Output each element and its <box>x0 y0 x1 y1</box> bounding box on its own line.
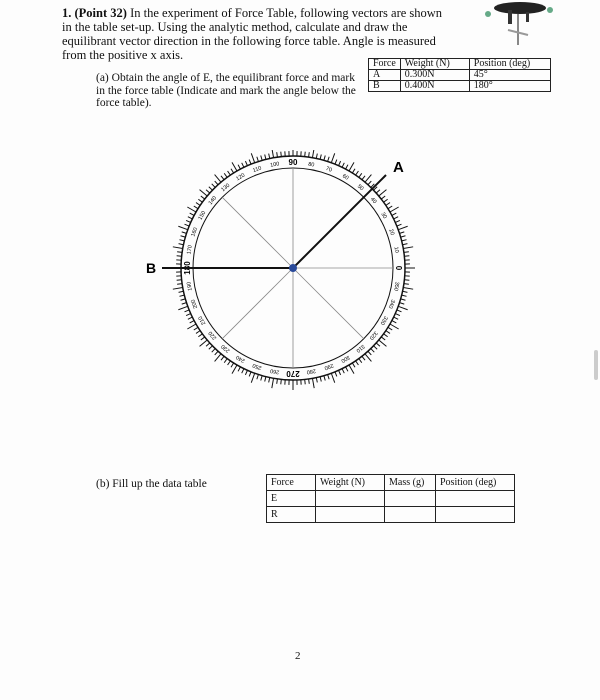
tick-mark <box>231 363 234 367</box>
tick-mark <box>182 232 187 234</box>
tick-mark <box>400 303 405 305</box>
data-table-header-force: Force <box>267 475 316 491</box>
tick-mark <box>401 299 406 300</box>
tick-mark <box>257 157 259 162</box>
tick-mark <box>185 310 190 312</box>
tick-mark <box>190 321 194 323</box>
tick-mark <box>388 206 392 209</box>
tick-mark <box>331 153 334 162</box>
tick-mark <box>404 280 409 281</box>
force-b-weight: 0.400N <box>400 81 469 92</box>
tick-label: 150 <box>197 210 208 222</box>
tick-mark <box>228 361 231 365</box>
tick-mark <box>371 349 374 353</box>
tick-mark <box>261 156 262 161</box>
tick-mark <box>245 370 247 375</box>
force-a-label: A <box>369 70 401 81</box>
tick-mark <box>368 181 371 185</box>
tick-mark <box>324 376 325 381</box>
tick-mark <box>177 252 182 253</box>
tick-label: 30 <box>379 211 388 220</box>
tick-label: 90 <box>288 158 298 168</box>
tick-mark <box>404 256 409 257</box>
tick-mark <box>362 176 365 180</box>
tick-mark <box>320 154 321 159</box>
tick-mark <box>395 314 400 316</box>
tick-mark <box>390 324 399 329</box>
tick-mark <box>384 334 388 337</box>
tick-mark <box>269 154 270 159</box>
tick-label: 320 <box>367 329 379 341</box>
tick-mark <box>400 232 405 234</box>
tick-label: 10 <box>392 246 400 254</box>
tick-mark <box>269 378 270 383</box>
tick-label: 120 <box>235 172 247 183</box>
tick-mark <box>185 224 190 226</box>
tick-label: 20 <box>387 228 396 237</box>
tick-mark <box>376 190 380 193</box>
tick-mark <box>362 356 365 360</box>
tick-mark <box>242 369 244 373</box>
tick-mark <box>272 378 274 388</box>
tick-mark <box>187 324 196 329</box>
tick-mark <box>177 280 182 281</box>
tick-mark <box>179 244 184 245</box>
tick-mark <box>182 303 187 305</box>
tick-mark <box>386 203 390 206</box>
tick-mark <box>221 176 224 180</box>
force-a-weight: 0.300N <box>400 70 469 81</box>
tick-mark <box>186 314 191 316</box>
tick-label: 280 <box>306 367 317 375</box>
tick-label: 60 <box>341 173 350 182</box>
tick-mark <box>352 169 355 173</box>
tick-label: 160 <box>190 226 200 238</box>
tick-label: 170 <box>186 244 194 255</box>
tick-mark <box>403 291 408 292</box>
tick-mark <box>356 361 359 365</box>
tick-mark <box>238 367 240 371</box>
tick-mark <box>403 287 413 289</box>
tick-mark <box>403 247 413 249</box>
row-r-position[interactable] <box>436 507 515 523</box>
tick-mark <box>249 160 251 165</box>
tick-mark <box>374 346 378 349</box>
tick-mark <box>206 190 210 193</box>
row-e-position[interactable] <box>436 491 515 507</box>
tick-mark <box>190 213 194 215</box>
tick-mark <box>212 184 215 188</box>
tick-mark <box>404 284 409 285</box>
force-table-photo-icon <box>480 0 560 55</box>
spoke-line <box>222 197 293 268</box>
center-ring <box>289 264 297 272</box>
data-table-header-position: Position (deg) <box>436 475 515 491</box>
tick-mark <box>394 217 398 219</box>
row-r-weight[interactable] <box>316 507 385 523</box>
tick-mark <box>178 306 187 309</box>
tick-mark <box>201 337 205 340</box>
tick-mark <box>265 154 266 159</box>
tick-mark <box>249 372 251 377</box>
tick-mark <box>335 160 337 165</box>
tick-mark <box>245 161 247 166</box>
tick-label: 210 <box>197 314 208 326</box>
tick-mark <box>390 207 399 212</box>
tick-mark <box>238 165 240 169</box>
tick-mark <box>187 207 196 212</box>
tick-mark <box>181 299 186 300</box>
tick-label: 300 <box>339 353 351 364</box>
tick-mark <box>194 327 198 330</box>
tick-mark <box>309 379 310 384</box>
tick-mark <box>309 152 310 157</box>
tick-mark <box>231 169 234 173</box>
tick-mark <box>188 217 192 219</box>
tick-mark <box>277 152 278 157</box>
tick-label: 70 <box>324 165 333 174</box>
tick-mark <box>215 354 221 362</box>
tick-label: 130 <box>220 182 232 194</box>
tick-mark <box>402 240 407 241</box>
tick-mark <box>368 351 371 355</box>
tick-mark <box>404 252 409 253</box>
tick-mark <box>324 156 325 161</box>
tick-mark <box>365 175 371 183</box>
tick-mark <box>342 163 344 167</box>
tick-mark <box>335 372 337 377</box>
tick-label: 330 <box>378 314 389 326</box>
table-row <box>267 491 515 507</box>
data-table <box>266 474 515 523</box>
tick-label: 200 <box>190 298 200 310</box>
tick-label: 350 <box>392 281 400 292</box>
tick-mark <box>312 150 314 158</box>
tick-mark <box>381 337 385 340</box>
force-a-position: 45° <box>469 70 550 81</box>
label-b: B <box>146 260 157 276</box>
tick-mark <box>359 359 362 363</box>
part-b-text: (b) Fill up the data table <box>96 478 207 490</box>
tick-label: 0 <box>393 265 403 271</box>
label-a: A <box>393 159 404 176</box>
tick-mark <box>272 150 274 158</box>
tick-mark <box>312 378 314 388</box>
tick-label: 140 <box>207 195 219 207</box>
tick-mark <box>349 365 354 374</box>
tick-mark <box>398 226 407 229</box>
row-e-weight[interactable] <box>316 491 385 507</box>
row-r-label: R <box>267 507 316 523</box>
tick-mark <box>261 376 262 381</box>
tick-label: 100 <box>269 161 280 169</box>
tick-mark <box>215 351 218 355</box>
tick-mark <box>242 163 244 167</box>
tick-mark <box>401 236 406 237</box>
tick-label: 240 <box>235 353 247 364</box>
tick-mark <box>316 154 317 159</box>
tick-mark <box>359 173 362 177</box>
tick-mark <box>384 199 388 202</box>
tick-mark <box>188 317 192 319</box>
tick-mark <box>179 295 184 296</box>
tick-mark <box>173 247 183 249</box>
tick-mark <box>328 157 330 162</box>
tick-label: 290 <box>323 361 335 371</box>
spoke-line <box>293 268 364 339</box>
tick-mark <box>196 203 200 206</box>
tick-label: 230 <box>220 342 232 354</box>
tick-mark <box>365 354 371 362</box>
tick-mark <box>331 373 334 382</box>
tick-mark <box>181 236 186 237</box>
force-b-position: 180° <box>469 81 550 92</box>
tick-mark <box>232 162 237 171</box>
tick-mark <box>186 220 191 222</box>
question-points: (Point 32) <box>74 6 127 20</box>
scrollbar[interactable] <box>594 350 598 380</box>
tick-mark <box>221 356 224 360</box>
tick-mark <box>200 340 208 346</box>
force-table <box>368 58 551 92</box>
tick-label: 310 <box>354 342 366 354</box>
tick-mark <box>206 343 210 346</box>
data-table-header-mass: Mass (g) <box>385 475 436 491</box>
tick-mark <box>198 199 202 202</box>
question-body: In the experiment of Force Table, following vectors are shown in the table set-up. Using the analytic method, calculate and draw the equilibrant vector direction in the following force table. Angle is measured from the positive x axis. <box>62 6 443 62</box>
spoke-line <box>222 268 293 339</box>
tick-label: 190 <box>186 281 194 292</box>
tick-mark <box>194 206 198 209</box>
tick-mark <box>215 181 218 185</box>
tick-mark <box>392 321 396 323</box>
data-table-header-weight: Weight (N) <box>316 475 385 491</box>
tick-mark <box>177 284 182 285</box>
tick-label: 40 <box>368 196 378 206</box>
table-row <box>267 507 515 523</box>
tick-mark <box>339 370 341 375</box>
tick-mark <box>305 152 306 157</box>
question-number: 1. <box>62 6 72 20</box>
tick-mark <box>215 175 221 183</box>
tick-mark <box>346 367 348 371</box>
tick-mark <box>281 152 282 157</box>
tick-mark <box>349 162 354 171</box>
tick-mark <box>388 327 392 330</box>
tick-mark <box>397 224 402 226</box>
tick-label: 180 <box>183 261 193 275</box>
tick-mark <box>339 161 341 166</box>
row-e-label: E <box>267 491 316 507</box>
tick-mark <box>379 340 387 346</box>
tick-mark <box>201 196 205 199</box>
table-row <box>369 81 551 92</box>
tick-mark <box>179 291 184 292</box>
tick-mark <box>346 165 348 169</box>
tick-mark <box>328 375 330 380</box>
row-e-mass[interactable] <box>385 491 436 507</box>
tick-mark <box>320 377 321 382</box>
tick-mark <box>379 190 387 196</box>
tick-mark <box>251 153 254 162</box>
tick-mark <box>281 379 282 384</box>
tick-label: 220 <box>207 329 219 341</box>
tick-label: 110 <box>252 165 263 175</box>
tick-mark <box>395 220 400 222</box>
part-a-text: (a) Obtain the angle of E, the equilibrant force and mark in the force table (Indicate and mark the angle below the force table). <box>96 72 356 109</box>
tick-mark <box>232 365 237 374</box>
tick-mark <box>209 187 213 190</box>
tick-mark <box>265 377 266 382</box>
force-table-header-weight: Weight (N) <box>400 59 469 70</box>
row-r-mass[interactable] <box>385 507 436 523</box>
tick-mark <box>352 363 355 367</box>
force-table-header-position: Position (deg) <box>469 59 550 70</box>
tick-mark <box>178 226 187 229</box>
tick-label: 50 <box>355 183 365 193</box>
tick-mark <box>179 240 184 241</box>
tick-mark <box>316 378 317 383</box>
table-row <box>369 70 551 81</box>
tick-mark <box>305 379 306 384</box>
tick-mark <box>402 295 407 296</box>
tick-mark <box>257 375 259 380</box>
tick-mark <box>342 369 344 373</box>
tick-mark <box>381 196 385 199</box>
tick-mark <box>173 287 183 289</box>
tick-mark <box>394 317 398 319</box>
question-text <box>62 6 452 62</box>
tick-mark <box>386 331 390 334</box>
tick-mark <box>224 173 227 177</box>
force-b-label: B <box>369 81 401 92</box>
force-table-diagram <box>140 150 420 390</box>
tick-mark <box>397 310 402 312</box>
tick-label: 270 <box>286 368 300 378</box>
page-number: 2 <box>295 650 301 662</box>
tick-label: 260 <box>269 367 280 375</box>
tick-mark <box>196 331 200 334</box>
force-table-header-force: Force <box>369 59 401 70</box>
tick-mark <box>200 190 208 196</box>
tick-label: 80 <box>307 161 315 169</box>
tick-mark <box>356 171 359 175</box>
tick-mark <box>277 379 278 384</box>
tick-label: 340 <box>386 298 396 310</box>
tick-mark <box>403 244 408 245</box>
tick-mark <box>251 373 254 382</box>
tick-label: 250 <box>251 361 263 371</box>
tick-mark <box>376 343 380 346</box>
tick-mark <box>228 171 231 175</box>
tick-mark <box>209 346 213 349</box>
tick-mark <box>224 359 227 363</box>
tick-mark <box>392 213 396 215</box>
vector-a-line <box>293 175 386 268</box>
tick-mark <box>212 349 215 353</box>
tick-mark <box>398 306 407 309</box>
tick-mark <box>198 334 202 337</box>
tick-mark <box>177 256 182 257</box>
